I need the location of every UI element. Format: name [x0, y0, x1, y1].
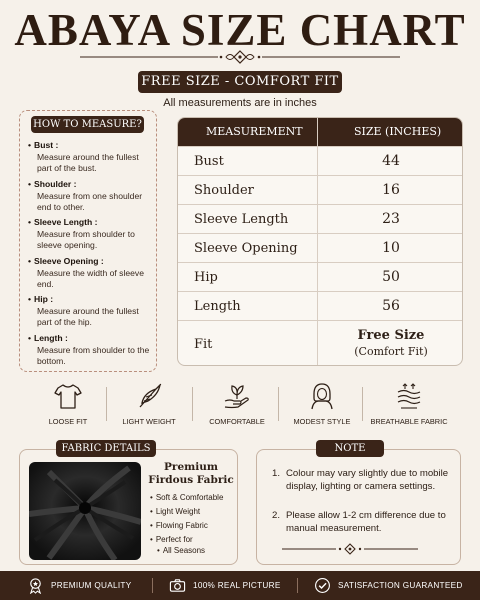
page-title: ABAYA SIZE CHART: [14, 5, 466, 55]
measure-item-length: [28, 333, 154, 368]
table-row: [178, 233, 463, 262]
note-text: Please allow 1-2 cm difference due to manual measurement.: [286, 510, 446, 534]
measure-term: • Bust :: [28, 140, 154, 152]
feature-label: LIGHT WEIGHT: [122, 417, 176, 426]
measure-term: • Sleeve Length :: [28, 217, 154, 229]
note-ornament-icon: [282, 542, 418, 556]
col-measurement: MEASUREMENT: [206, 125, 303, 138]
table-row: [178, 175, 463, 204]
footer-label: PREMIUM QUALITY: [51, 581, 132, 590]
footer-separator: [297, 578, 298, 593]
footer-real-picture: [169, 571, 281, 600]
note-item: [272, 510, 452, 535]
badge-icon: [27, 577, 44, 594]
row-label: Bust: [194, 154, 224, 169]
fabric-feature-text: All Seasons: [162, 546, 206, 555]
fit-label: Fit: [194, 337, 213, 352]
table-row: [178, 146, 463, 175]
measure-item-hip: [28, 294, 154, 329]
footer-label: 100% REAL PICTURE: [193, 581, 281, 590]
footer-premium-quality: [27, 571, 131, 600]
row-value: 56: [382, 298, 400, 314]
fabric-feature: • Light Weight: [150, 506, 200, 517]
row-label: Sleeve Length: [194, 212, 289, 227]
note-text: Colour may vary slightly due to mobile display, lighting or camera settings.: [286, 468, 449, 492]
measure-desc: Measure the width of sleeve end.: [37, 267, 145, 289]
row-label: Shoulder: [194, 183, 254, 198]
fit-subvalue: (Comfort Fit): [354, 345, 428, 358]
footer-label: SATISFACTION GUARANTEED: [338, 581, 463, 590]
fabric-feature: • Flowing Fabric: [150, 520, 208, 531]
row-value: 10: [382, 240, 400, 256]
feature-strip: [0, 381, 480, 433]
measure-item-sleeve-opening: [28, 256, 154, 291]
row-value: 50: [382, 269, 400, 285]
fabric-details-heading: FABRIC DETAILS: [56, 440, 156, 457]
feature-breathable-fabric: [361, 381, 457, 426]
fabric-feature: • Soft & Comfortable: [150, 492, 223, 503]
feature-label: LOOSE FIT: [48, 417, 88, 426]
note-item: [272, 468, 452, 493]
measure-desc: Measure around the fullest part of the bust.: [37, 151, 139, 173]
tshirt-icon: [53, 381, 83, 411]
note-number: 2.: [272, 510, 281, 521]
measure-item-bust: [28, 140, 154, 175]
footer-satisfaction: [314, 571, 463, 600]
measure-item-shoulder: [28, 179, 154, 214]
fabric-texture-icon: [29, 462, 141, 560]
feature-comfortable: [189, 381, 285, 426]
measure-item-sleeve-length: [28, 217, 154, 252]
hand-leaf-icon: [222, 381, 252, 411]
table-row: [178, 262, 463, 291]
feature-label: BREATHABLE FABRIC: [370, 417, 448, 426]
fit-value: Free Size: [357, 328, 425, 343]
feature-modest-style: [274, 381, 370, 426]
camera-icon: [169, 577, 186, 594]
row-value: 16: [382, 182, 400, 198]
table-header: [178, 118, 463, 146]
feature-label: COMFORTABLE: [209, 417, 265, 426]
units-note: All measurements are in inches: [163, 97, 317, 109]
table-row: [178, 204, 463, 233]
col-size: SIZE (INCHES): [354, 125, 442, 138]
measure-term: • Sleeve Opening :: [28, 256, 154, 268]
size-table: [177, 117, 463, 366]
feather-icon: [134, 381, 164, 411]
row-value: 23: [382, 211, 400, 227]
how-to-measure-heading: HOW TO MEASURE?: [31, 116, 144, 133]
measure-term: • Hip :: [28, 294, 154, 306]
feature-light-weight: [101, 381, 197, 426]
row-label: Sleeve Opening: [194, 241, 298, 256]
size-subtitle-badge: FREE SIZE - COMFORT FIT: [138, 71, 342, 93]
measure-desc: Measure from shoulder to the bottom.: [37, 344, 150, 366]
hijab-woman-icon: [307, 381, 337, 411]
fabric-name-line1: Premium: [164, 461, 218, 473]
fabric-name-line2: Firdous Fabric: [148, 474, 234, 486]
measure-desc: Measure around the fullest part of the hip.: [37, 305, 139, 327]
table-row: [178, 291, 463, 320]
footer-separator: [152, 578, 153, 593]
row-value: 44: [382, 153, 400, 169]
note-number: 1.: [272, 468, 281, 479]
measure-desc: Measure from one shoulder end to other.: [37, 190, 143, 212]
airflow-icon: [394, 381, 424, 411]
ornament-divider-icon: [80, 50, 400, 64]
measure-term: • Shoulder :: [28, 179, 154, 191]
table-row-fit: [178, 320, 463, 366]
row-label: Hip: [194, 270, 218, 285]
measure-term: • Length :: [28, 333, 154, 345]
fabric-swatch-image: [29, 462, 141, 560]
footer-bar: [0, 571, 480, 600]
fabric-feature: • Perfect for: [150, 534, 193, 545]
fabric-feature-cont: [150, 545, 205, 556]
note-heading: NOTE: [316, 440, 384, 457]
feature-label: MODEST STYLE: [293, 417, 351, 426]
row-label: Length: [194, 299, 241, 314]
check-circle-icon: [314, 577, 331, 594]
measure-desc: Measure from shoulder to sleeve opening.: [37, 228, 135, 250]
